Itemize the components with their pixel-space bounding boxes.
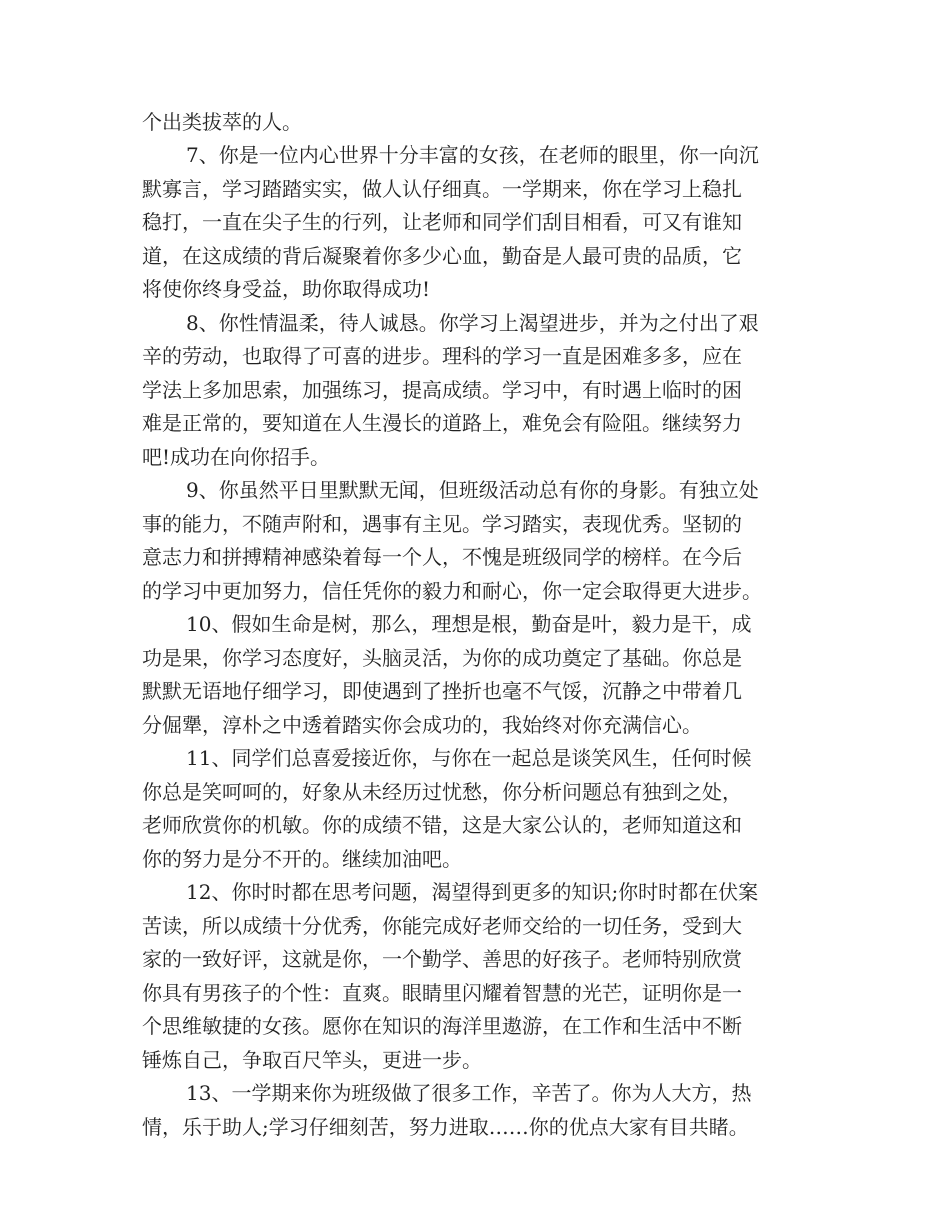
- text-line: 11、同学们总喜爱接近你，与你在一起总是谈笑风生，任何时候: [186, 746, 752, 770]
- text-line: 辛的劳动，也取得了可喜的进步。理科的学习一直是困难多多，应在: [142, 344, 742, 368]
- text-line: 功是果，你学习态度好，头脑灵活，为你的成功奠定了基础。你总是: [142, 646, 742, 670]
- text-line: 将使你终身受益，助你取得成功!: [142, 277, 431, 301]
- text-line: 你的努力是分不开的。继续加油吧。: [142, 847, 462, 871]
- text-line: 事的能力，不随声附和，遇事有主见。学习踏实，表现优秀。坚韧的: [142, 512, 742, 536]
- text-line: 学法上多加思索，加强练习，提高成绩。学习中，有时遇上临时的困: [142, 378, 742, 402]
- text-line: 吧!成功在向你招手。: [142, 445, 331, 469]
- text-line: 默默无语地仔细学习，即使遇到了挫折也毫不气馁，沉静之中带着几: [142, 679, 742, 703]
- text-line: 12、你时时都在思考问题，渴望得到更多的知识;你时时都在伏案: [186, 880, 759, 904]
- text-line: 家的一致好评，这就是你，一个勤学、善思的好孩子。老师特别欣赏: [142, 947, 742, 971]
- text-line: 的学习中更加努力，信任凭你的毅力和耐心，你一定会取得更大进步。: [142, 579, 762, 603]
- text-line: 情，乐于助人;学习仔细刻苦，努力进取……你的优点大家有目共睹。: [142, 1115, 749, 1139]
- text-line: 9、你虽然平日里默默无闻，但班级活动总有你的身影。有独立处: [186, 478, 759, 502]
- text-line: 老师欣赏你的机敏。你的成绩不错，这是大家公认的，老师知道这和: [142, 813, 742, 837]
- text-line: 你具有男孩子的个性：直爽。眼睛里闪耀着智慧的光芒，证明你是一: [142, 981, 742, 1005]
- text-line: 道，在这成绩的背后凝聚着你多少心血，勤奋是人最可贵的品质，它: [142, 244, 742, 268]
- text-line: 你总是笑呵呵的，好象从未经历过忧愁，你分析问题总有独到之处，: [142, 780, 742, 804]
- text-line: 意志力和拼搏精神感染着每一个人，不愧是班级同学的榜样。在今后: [142, 545, 742, 569]
- text-line: 13、一学期来你为班级做了很多工作，辛苦了。你为人大方，热: [186, 1081, 752, 1105]
- text-line: 7、你是一位内心世界十分丰富的女孩，在老师的眼里，你一向沉: [186, 143, 759, 167]
- text-line: 分倔犟，淳朴之中透着踏实你会成功的，我始终对你充满信心。: [142, 713, 702, 737]
- text-line: 个思维敏捷的女孩。愿你在知识的海洋里遨游，在工作和生活中不断: [142, 1014, 742, 1038]
- text-line: 苦读，所以成绩十分优秀，你能完成好老师交给的一切任务，受到大: [142, 914, 742, 938]
- text-line: 个出类拔萃的人。: [142, 110, 302, 134]
- text-line: 10、假如生命是树，那么，理想是根，勤奋是叶，毅力是干，成: [186, 612, 752, 636]
- text-line: 稳打，一直在尖子生的行列，让老师和同学们刮目相看，可又有谁知: [142, 210, 742, 234]
- text-line: 锤炼自己，争取百尺竿头，更进一步。: [142, 1048, 482, 1072]
- text-line: 8、你性情温柔，待人诚恳。你学习上渴望进步，并为之付出了艰: [186, 311, 759, 335]
- text-line: 难是正常的，要知道在人生漫长的道路上，难免会有险阻。继续努力: [142, 411, 742, 435]
- text-line: 默寡言，学习踏踏实实，做人认仔细真。一学期来，你在学习上稳扎: [142, 177, 742, 201]
